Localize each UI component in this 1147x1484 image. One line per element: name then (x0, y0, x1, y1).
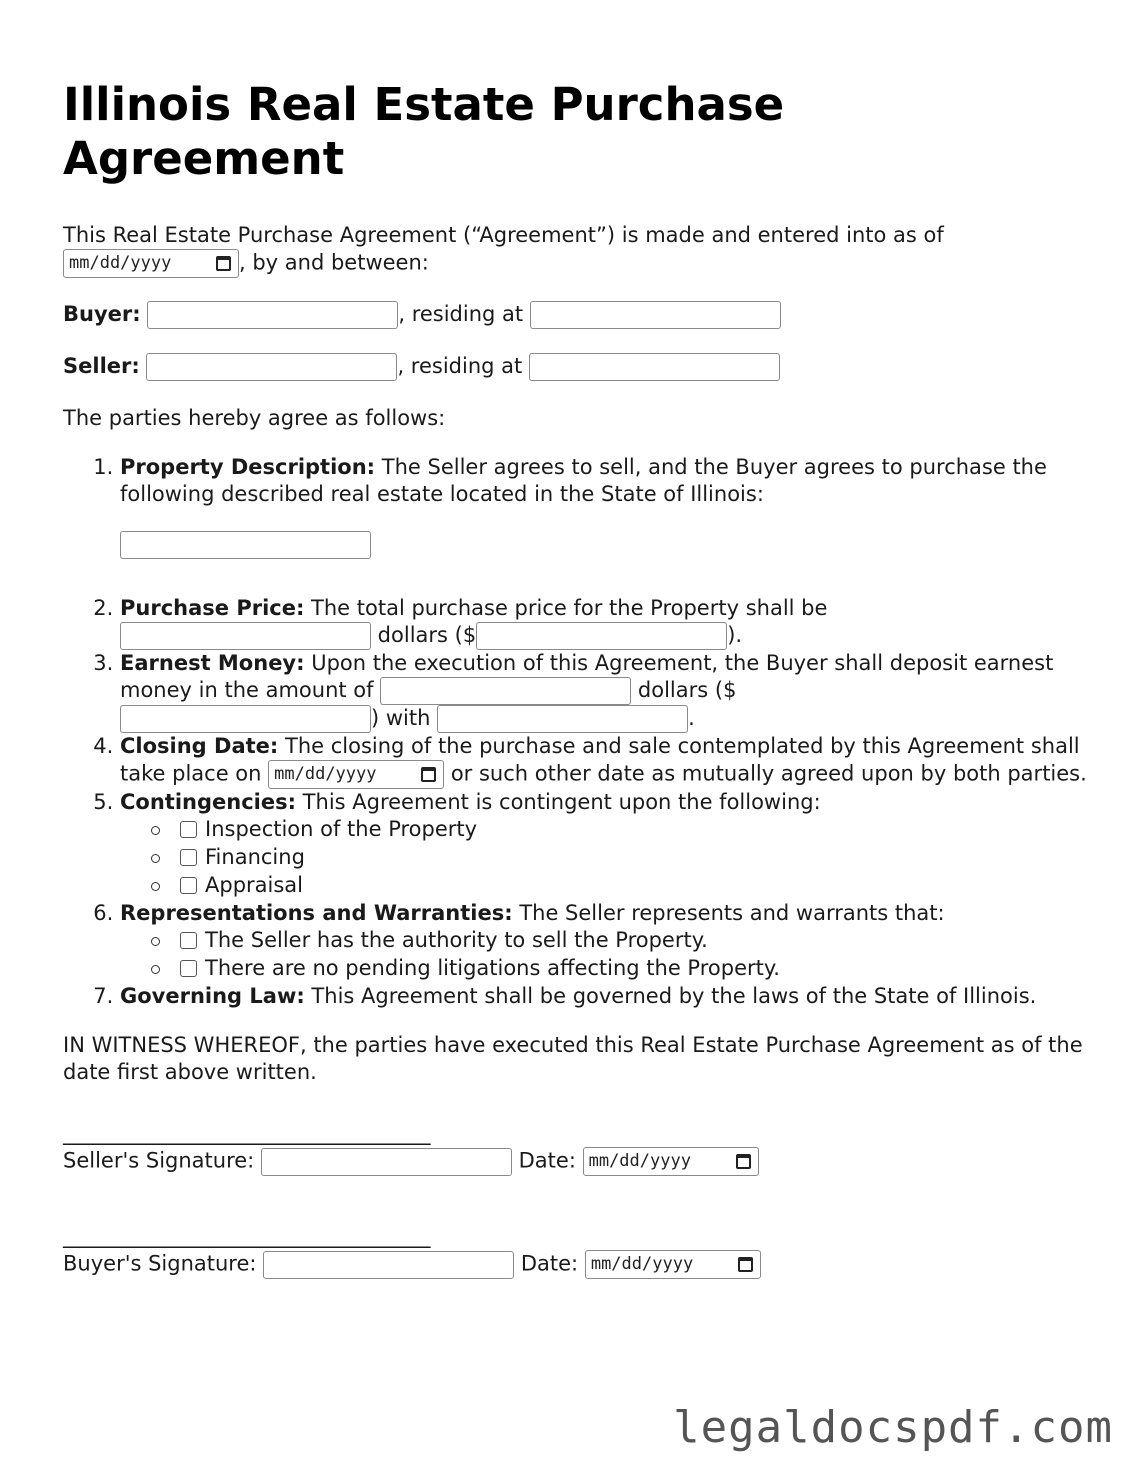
price-text: The total purchase price for the Property shall be (304, 596, 828, 620)
watermark: legaldocspdf.com (673, 1402, 1113, 1453)
agree-text: The parties hereby agree as follows: (63, 406, 446, 430)
closing-after: or such other date as mutually agreed upon by both parties. (444, 761, 1087, 786)
contingencies-text: This Agreement is contingent upon the following: (296, 790, 821, 814)
property-input-block (120, 531, 1093, 559)
representations-text: The Seller represents and warrants that: (512, 901, 945, 925)
property-text: The Seller agrees to sell, and the Buyer agrees to purchase the following described real estate located in the State of Illinois: (120, 455, 1047, 506)
earnest-words-input[interactable] (380, 677, 631, 705)
buyer-address-input[interactable] (530, 301, 781, 329)
seller-signature-row (63, 1147, 1093, 1177)
term-purchase-price (120, 595, 1093, 650)
buyer-signature-row (63, 1250, 1093, 1280)
property-description-input[interactable] (120, 531, 371, 559)
price-amount-input[interactable] (476, 622, 727, 650)
law-text: This Agreement shall be governed by the laws of the State of Illinois. (304, 984, 1037, 1008)
buyer-row (63, 301, 1093, 328)
seller-date-label: Date: (518, 1148, 576, 1173)
price-close: ). (727, 623, 743, 647)
term-property-description (120, 454, 1093, 559)
earnest-with-label: ) with (371, 706, 431, 730)
seller-signature-input[interactable] (261, 1148, 512, 1176)
calendar-icon[interactable] (216, 256, 231, 271)
term-closing-date (120, 733, 1093, 789)
list-item (180, 844, 1093, 872)
earnest-title: Earnest Money: (120, 651, 305, 675)
buyer-signature-input[interactable] (263, 1251, 514, 1279)
seller-address-input[interactable] (529, 353, 780, 381)
earnest-amount-input[interactable] (120, 705, 371, 733)
intro-after-date: , by and between: (239, 250, 429, 275)
property-title: Property Description: (120, 455, 376, 479)
witness-paragraph: IN WITNESS WHEREOF, the parties have executed this Real Estate Purchase Agreement as of the date first above written. (63, 1033, 1083, 1084)
financing-checkbox[interactable] (180, 849, 197, 866)
litigation-checkbox[interactable] (180, 960, 197, 977)
price-dollars-label: dollars ($ (371, 623, 477, 647)
closing-date-input[interactable] (268, 760, 444, 789)
earnest-holder-input[interactable] (437, 705, 688, 733)
calendar-icon[interactable] (736, 1154, 751, 1169)
buyer-signature-label: Buyer's Signature: (63, 1251, 257, 1276)
seller-name-input[interactable] (146, 353, 397, 381)
term-governing-law (120, 983, 1093, 1010)
representation-label: There are no pending litigations affecting the Property. (205, 956, 780, 980)
buyer-residing-label: , residing at (398, 302, 524, 326)
agreement-date-input[interactable] (63, 249, 239, 278)
list-item (180, 955, 1093, 983)
closing-text: The closing of the purchase and sale contemplated by this Agreement shall take place on (120, 734, 1080, 786)
page-title: Illinois Real Estate Purchase Agreement (63, 78, 785, 185)
date-placeholder: mm/dd/yyyy (588, 1151, 691, 1171)
buyer-signature-line: ___________________________________ (63, 1224, 431, 1248)
calendar-icon[interactable] (738, 1257, 753, 1272)
price-words-input[interactable] (120, 622, 371, 650)
seller-residing-label: , residing at (397, 354, 523, 378)
contingencies-title: Contingencies: (120, 790, 296, 814)
term-contingencies (120, 789, 1093, 900)
earnest-text: Upon the execution of this Agreement, the Buyer shall deposit earnest money in the amount of (120, 651, 1054, 702)
law-title: Governing Law: (120, 984, 305, 1008)
buyer-date-label: Date: (520, 1251, 579, 1276)
seller-date-input[interactable] (583, 1147, 759, 1176)
seller-label: Seller: (63, 354, 140, 378)
contingency-label: Appraisal (205, 873, 304, 897)
seller-signature-label: Seller's Signature: (63, 1148, 255, 1173)
intro-text: This Real Estate Purchase Agreement (“Agreement”) is made and entered into as of (63, 223, 944, 247)
date-placeholder: mm/dd/yyyy (69, 253, 172, 273)
price-title: Purchase Price: (120, 596, 305, 620)
calendar-icon[interactable] (421, 767, 436, 782)
date-placeholder: mm/dd/yyyy (274, 764, 377, 784)
inspection-checkbox[interactable] (180, 821, 197, 838)
date-placeholder: mm/dd/yyyy (590, 1254, 694, 1274)
list-item (180, 927, 1093, 955)
term-earnest-money (120, 650, 1093, 733)
representation-label: The Seller has the authority to sell the Property. (205, 928, 708, 952)
earnest-end: . (688, 706, 695, 730)
contingencies-list (120, 816, 1093, 900)
buyer-label: Buyer: (63, 302, 141, 326)
authority-checkbox[interactable] (180, 932, 197, 949)
seller-signature-line: ___________________________________ (63, 1121, 431, 1145)
list-item (180, 872, 1093, 900)
contingency-label: Inspection of the Property (205, 817, 478, 841)
agreement-document (63, 78, 1093, 1326)
appraisal-checkbox[interactable] (180, 877, 197, 894)
terms-list (63, 454, 1093, 1010)
list-item (180, 816, 1093, 844)
representations-title: Representations and Warranties: (120, 901, 513, 925)
buyer-date-input[interactable] (585, 1250, 761, 1279)
term-representations (120, 900, 1093, 983)
intro-paragraph (63, 222, 1093, 278)
buyer-name-input[interactable] (147, 301, 398, 329)
seller-row (63, 353, 1093, 380)
contingency-label: Financing (205, 845, 305, 869)
earnest-dollars-label: dollars ($ (631, 678, 737, 702)
representations-list (120, 927, 1093, 983)
closing-title: Closing Date: (120, 734, 279, 758)
